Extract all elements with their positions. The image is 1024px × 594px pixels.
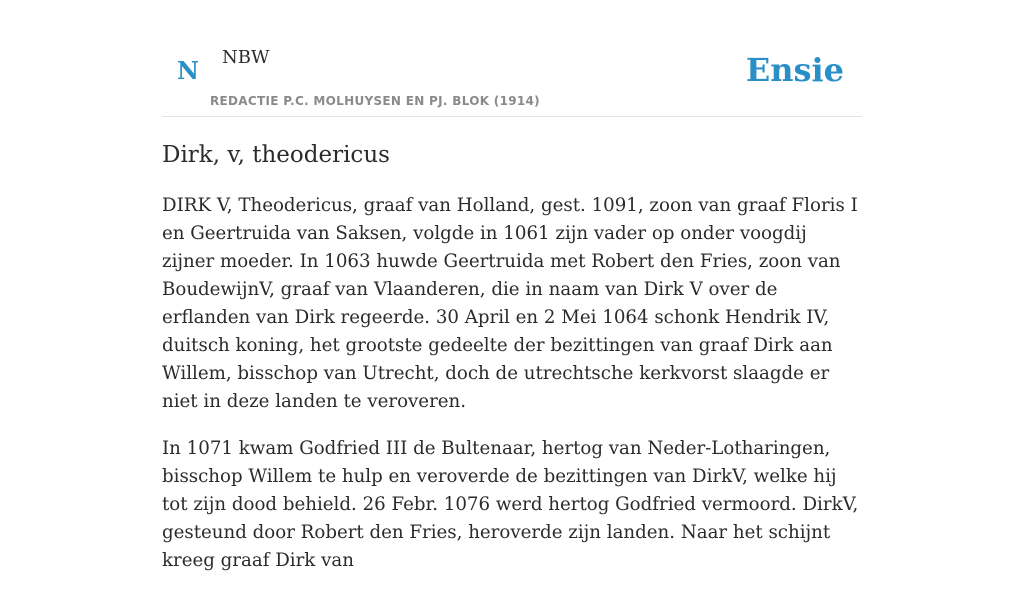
entry-paragraph: DIRK V, Theodericus, graaf van Holland, gest. 1091, zoon van graaf Floris I en Geertruida van Saksen, volgde in 1061 zijn vader op onder voogdij zijner moeder. In 1063 huwde Geertruida met Robert den Fries, zoon van BoudewijnV, graaf van Vlaanderen, die in naam van Dirk V over de erflanden van Dirk regeerde. 30 April en 2 Mei 1064 schonk Hendrik IV, duitsch koning, het grootste gedeelte der bezittingen van graaf Dirk aan Willem, bisschop van Utrecht, doch de utrechtsche kerkvorst slaagde er niet in deze landen te veroveren. [162,195,858,412]
book-subtitle: REDACTIE P.C. MOLHUYSEN EN PJ. BLOK (1914) [210,94,540,108]
entry-paragraph: In 1071 kwam Godfried III de Bultenaar, hertog van Neder-Lotharingen, bisschop Willem te hulp en veroverde de bezittingen van DirkV, welke hij tot zijn dood behield. 26 Febr. 1076 werd hertog Godfried vermoord. DirkV, gesteund door Robert den Fries, heroverde zijn landen. Naar het schijnt kreeg graaf Dirk van [162,438,859,571]
entry-title: Dirk, v, theodericus [162,142,390,168]
book-title[interactable]: NBW [222,47,270,68]
brand-logo[interactable]: Ensie [745,51,844,89]
book-logo-letter[interactable]: N [177,56,199,85]
header [162,0,862,117]
entry-content [162,192,862,594]
